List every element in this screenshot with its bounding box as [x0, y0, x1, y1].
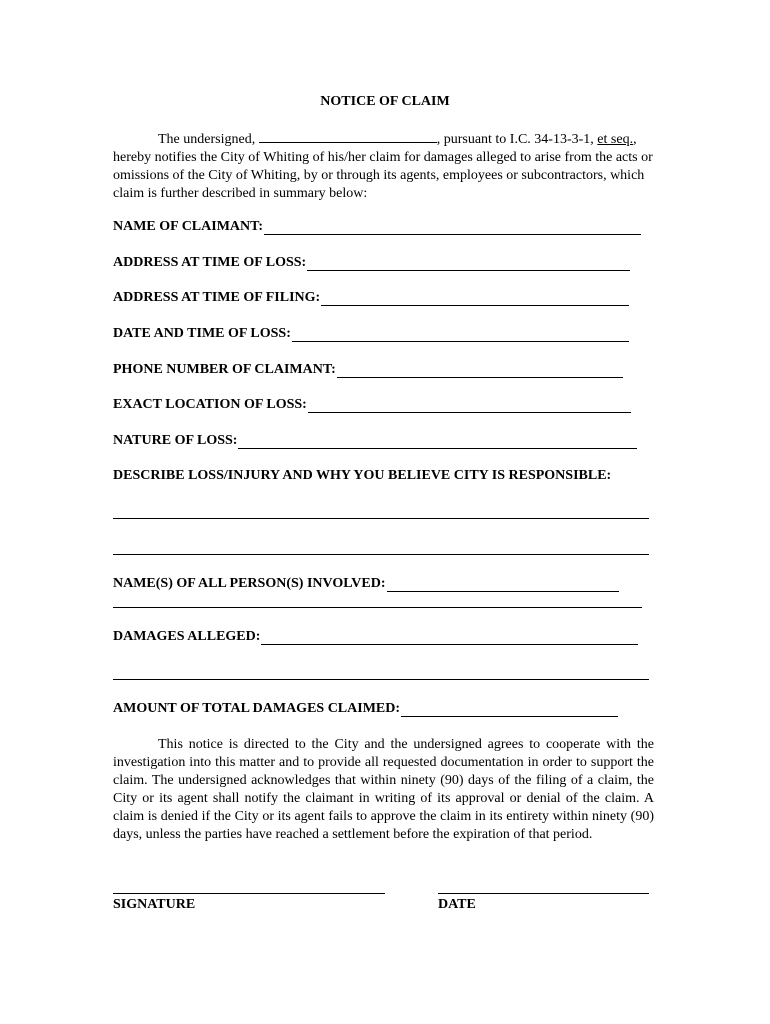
- date-time-loss-label: DATE AND TIME OF LOSS:: [113, 326, 291, 341]
- phone-number-field: [113, 362, 623, 378]
- total-damages-field: [113, 701, 618, 717]
- undersigned-name-blank[interactable]: [259, 130, 437, 143]
- persons-involved-field: [113, 576, 619, 592]
- date-line[interactable]: [438, 893, 649, 894]
- signature-line[interactable]: [113, 893, 385, 894]
- intro-text-2: , pursuant to I.C. 34-13-3-1,: [436, 132, 598, 147]
- signature-label: SIGNATURE: [113, 897, 196, 912]
- date-time-loss-line[interactable]: [292, 327, 629, 342]
- describe-loss-line-2[interactable]: [113, 554, 649, 555]
- damages-alleged-line[interactable]: [261, 630, 638, 645]
- intro-text-3: , hereby notifies the City of Whiting of his/her claim for damages alleged to arise from the acts or omissions of the City of Whiting, by or through its agents, employees or subcontractors, which claim is further described in summary below:: [113, 132, 653, 201]
- persons-involved-label: NAME(S) OF ALL PERSON(S) INVOLVED:: [113, 576, 386, 591]
- damages-alleged-line-2[interactable]: [113, 679, 649, 680]
- et-seq-text: et seq.: [597, 132, 634, 147]
- persons-involved-line-2[interactable]: [113, 607, 642, 608]
- total-damages-line[interactable]: [401, 702, 618, 717]
- address-at-filing-label: ADDRESS AT TIME OF FILING:: [113, 290, 321, 305]
- name-of-claimant-field: [113, 219, 641, 235]
- closing-paragraph: [113, 736, 654, 844]
- nature-of-loss-line[interactable]: [238, 434, 637, 449]
- address-at-filing-line[interactable]: [321, 291, 629, 306]
- date-label: DATE: [438, 897, 476, 912]
- exact-location-line[interactable]: [308, 398, 631, 413]
- nature-of-loss-label: NATURE OF LOSS:: [113, 433, 238, 448]
- describe-loss-line-1[interactable]: [113, 518, 649, 519]
- describe-loss-heading: DESCRIBE LOSS/INJURY AND WHY YOU BELIEVE CITY IS RESPONSIBLE:: [113, 468, 612, 483]
- exact-location-label: EXACT LOCATION OF LOSS:: [113, 397, 307, 412]
- intro-text-1: The undersigned,: [158, 132, 259, 147]
- name-of-claimant-label: NAME OF CLAIMANT:: [113, 219, 264, 234]
- phone-number-line[interactable]: [337, 363, 623, 378]
- address-at-filing-field: [113, 290, 629, 306]
- address-at-loss-label: ADDRESS AT TIME OF LOSS:: [113, 255, 307, 270]
- exact-location-field: [113, 397, 631, 413]
- intro-paragraph: [113, 130, 653, 203]
- damages-alleged-field: [113, 629, 638, 645]
- address-at-loss-line[interactable]: [307, 256, 630, 271]
- nature-of-loss-field: [113, 433, 637, 449]
- address-at-loss-field: [113, 255, 630, 271]
- name-of-claimant-line[interactable]: [264, 220, 641, 235]
- document-title: NOTICE OF CLAIM: [320, 94, 450, 109]
- closing-text: This notice is directed to the City and the undersigned agrees to cooperate with the investigation into this matter and to provide all requested documentation in order to support the claim. The undersigned acknowledges that within ninety (90) days of the filing of a claim, the City or its agent shall notify the claimant in writing of its approval or denial of the claim. A claim is denied if the City or its agent fails to approve the claim in its entirety within ninety (90) days, unless the parties have reached a settlement before the expiration of that period.: [113, 737, 654, 842]
- total-damages-label: AMOUNT OF TOTAL DAMAGES CLAIMED:: [113, 701, 401, 716]
- date-time-loss-field: [113, 326, 629, 342]
- persons-involved-line[interactable]: [387, 577, 619, 592]
- phone-number-label: PHONE NUMBER OF CLAIMANT:: [113, 362, 336, 377]
- damages-alleged-label: DAMAGES ALLEGED:: [113, 629, 261, 644]
